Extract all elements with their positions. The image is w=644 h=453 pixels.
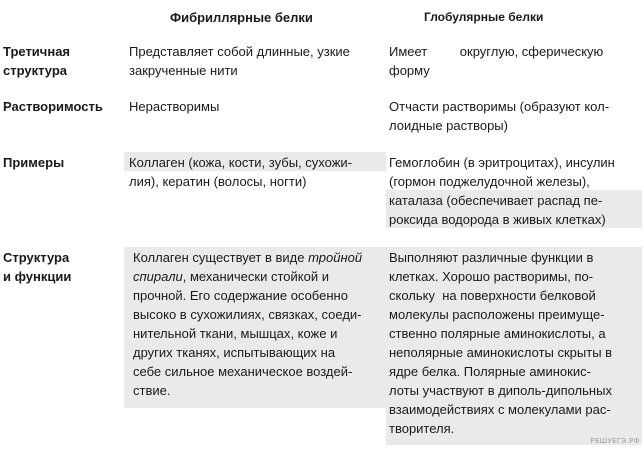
header-fibrillar: Фибриллярные белки <box>170 10 313 25</box>
cell-globular-examples: Гемоглобин (в эритроцитах), инсулин (гормон поджелудочной железы), каталаза (обеспечивает распад пе- роксида водорода в живых клетках) <box>389 155 615 227</box>
row-label-solubility: Растворимость <box>3 99 103 114</box>
watermark: РЕШУЕГЭ.РФ <box>590 437 640 445</box>
cell-globular-tertiary: Имеет округлую, сферическую форму <box>389 44 604 78</box>
cell-fibrillar-tertiary: Представляет собой длинные, узкие закрученные нити <box>129 44 350 78</box>
cell-fibrillar-solubility: Нерастворимы <box>129 99 220 114</box>
cell-fibrillar-structure: Коллаген существует в виде тройной спирали, механически стойкой и прочной. Его содержание особенно высоко в сухожилиях, связках, соеди- нительной ткани, мышцах, коже и других тканях, испытывающих на себе сильное механическое воздей- ствие. <box>133 250 363 398</box>
header-globular: Глобулярные белки <box>424 10 544 24</box>
cell-fibrillar-examples: Коллаген (кожа, кости, зубы, сухожи- лия), кератин (волосы, ногти) <box>129 155 352 189</box>
row-label-examples: Примеры <box>3 155 65 170</box>
cell-globular-solubility: Отчасти растворимы (образуют кол- лоидные растворы) <box>389 99 610 133</box>
row-label-structure-functions: Структура и функции <box>3 250 72 284</box>
row-label-tertiary-structure: Третичная структура <box>3 44 71 78</box>
cell-globular-structure: Выполняют различные функции в клетках. Хорошо растворимы, по- скольку на поверхности белковой молекулы расположены преимуще- ственно полярные аминокислоты, а неполярные аминокислоты скрыты в ядре белка. Полярные аминокис- лоты участвуют в диполь-дипольных взаимодействиях с молекулами рас- творителя. <box>389 250 613 436</box>
